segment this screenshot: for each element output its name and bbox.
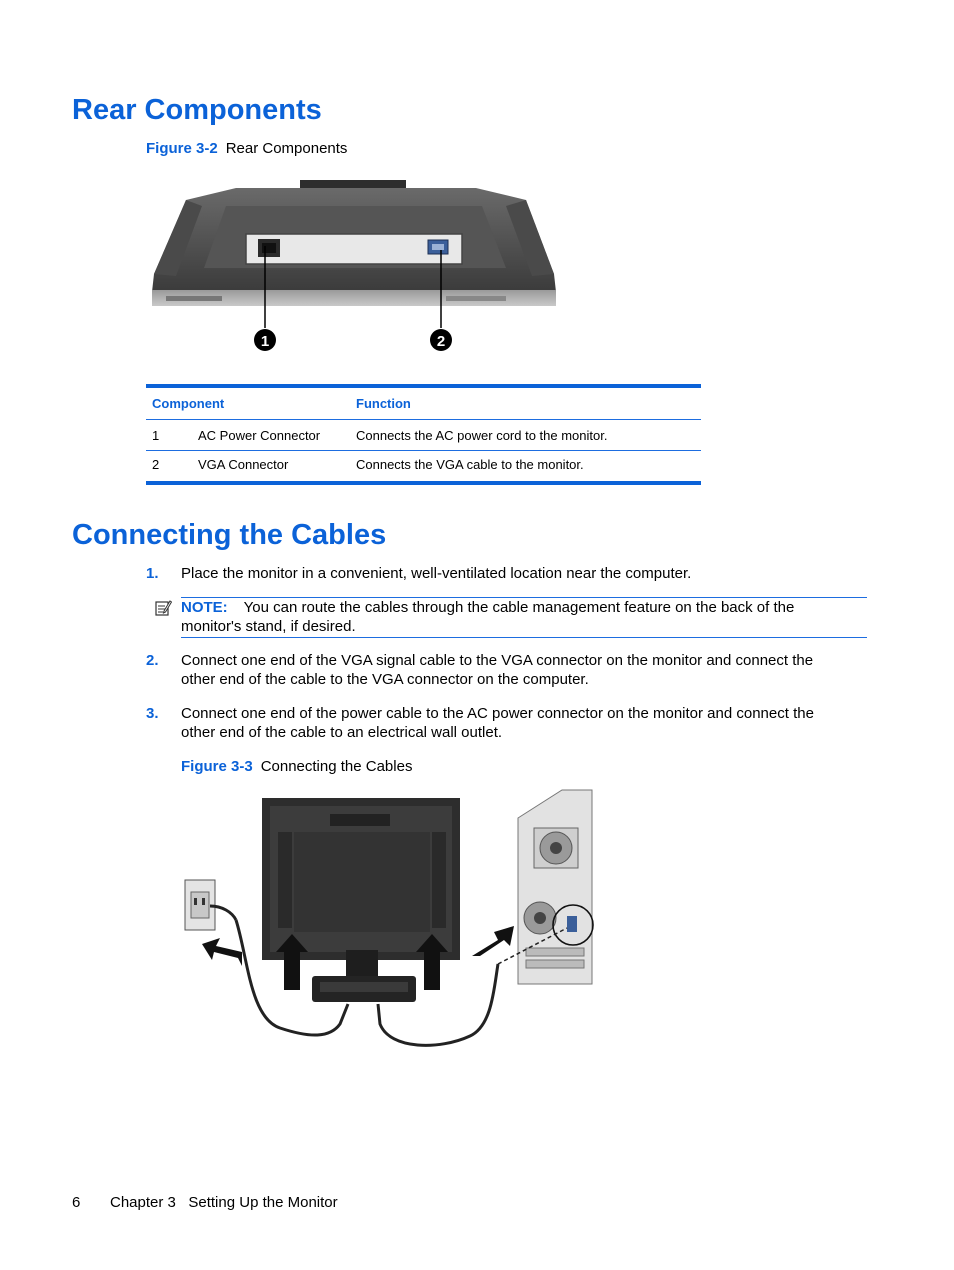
figure-caption-text: Rear Components — [225, 140, 348, 157]
table-bottom-rule — [146, 481, 701, 485]
table-row-2-function: Connects the VGA cable to the monitor. — [356, 457, 584, 472]
note-icon — [154, 599, 172, 617]
step-1-number: 1. — [146, 565, 159, 582]
note-label: NOTE: — [181, 599, 228, 616]
computer-tower-icon — [518, 790, 593, 984]
note-line-2: monitor's stand, if desired. — [181, 618, 356, 635]
table-top-rule — [146, 384, 701, 388]
step-3-text-line-2: other end of the cable to an electrical wall outlet. — [181, 724, 503, 741]
note-bottom-rule — [181, 637, 867, 638]
table-row-1-function: Connects the AC power cord to the monitor. — [356, 428, 608, 443]
step-2-number: 2. — [146, 652, 159, 669]
arrow-to-computer-icon — [472, 926, 514, 956]
rear-monitor-illustration — [146, 176, 566, 356]
step-3-number: 3. — [146, 705, 159, 722]
figure-number: Figure 3-3 — [181, 758, 253, 775]
section-title-connecting-cables: Connecting the Cables — [72, 519, 387, 551]
table-row-2-component: VGA Connector — [198, 457, 289, 472]
connecting-cables-illustration — [180, 788, 600, 1056]
figure-3-2-caption — [146, 140, 347, 158]
callout-2-label: 2 — [436, 333, 446, 350]
arrow-to-outlet-icon — [202, 938, 242, 966]
table-row-1-num: 1 — [152, 428, 160, 443]
table-header-function: Function — [356, 396, 411, 411]
footer-chapter: Chapter 3 Setting Up the Monitor — [110, 1194, 338, 1211]
note-text-1: You can route the cables through the cable management feature on the back of the — [243, 599, 795, 616]
note-line-1 — [181, 598, 794, 617]
callout-1-label: 1 — [260, 333, 270, 350]
step-2-text-line-2: other end of the cable to the VGA connector on the computer. — [181, 671, 589, 688]
table-row-2-num: 2 — [152, 457, 160, 472]
figure-caption-text: Connecting the Cables — [260, 758, 413, 775]
table-row-1-component: AC Power Connector — [198, 428, 321, 443]
table-header-component: Component — [152, 396, 225, 411]
step-3-text-line-1: Connect one end of the power cable to the AC power connector on the monitor and connect the — [181, 705, 814, 722]
step-2-text-line-1: Connect one end of the VGA signal cable to the VGA connector on the monitor and connect the — [181, 652, 814, 669]
section-title-rear-components: Rear Components — [72, 94, 322, 126]
step-1-text: Place the monitor in a convenient, well-ventilated location near the computer. — [181, 565, 692, 582]
figure-number: Figure 3-2 — [146, 140, 218, 157]
figure-3-3-caption — [181, 758, 412, 776]
table-header-rule — [146, 419, 701, 420]
table-row-rule — [146, 450, 701, 451]
page-number: 6 — [72, 1194, 81, 1211]
